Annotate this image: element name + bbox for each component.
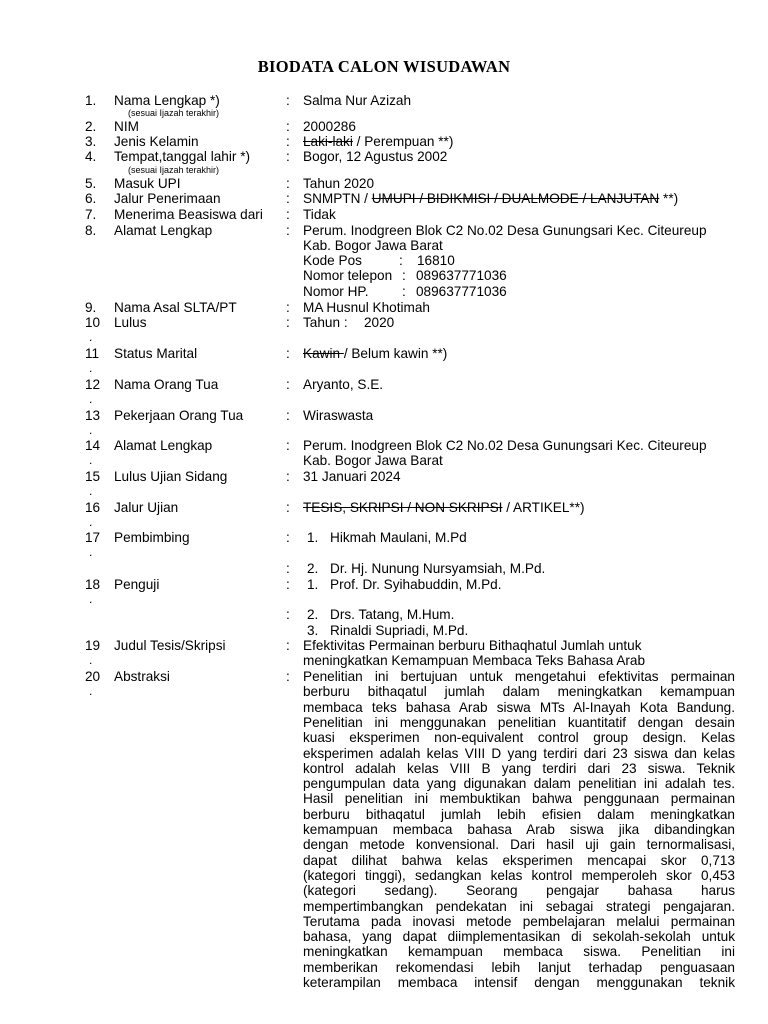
examiner-name: Prof. Dr. Syihabuddin, M.Pd. [330, 577, 502, 592]
row-value: 31 Januari 2024 [303, 469, 401, 484]
advisor-number: 2. [307, 561, 319, 576]
row-number-dot: . [89, 423, 93, 437]
row-number-dot: . [89, 484, 93, 498]
row-value: 2000286 [303, 119, 356, 134]
abstract-line: kuasi eksperimen non-equivalent control group design. Kelas [303, 730, 735, 746]
row-label: Alamat Lengkap [114, 438, 213, 453]
row-colon: : [286, 438, 290, 453]
row-label: Pembimbing [114, 530, 190, 545]
examiner-number: 2. [307, 607, 319, 622]
row-value [303, 191, 678, 206]
row-number-dot: . [89, 330, 93, 344]
row-number: 4. [85, 149, 97, 164]
row-number-dot: . [89, 653, 93, 667]
abstract-line: berburu bithaqatul jumlah lebih efisien dalam meningkatkan [303, 806, 735, 822]
struck-option: UMUPI / BIDIKMISI / DUALMODE / LANJUTAN [371, 191, 660, 206]
row-label: Jenis Kelamin [114, 134, 199, 149]
row-number-dot: . [89, 545, 93, 559]
row-number: 20 [85, 669, 101, 684]
examiner-number: 1. [307, 577, 319, 592]
row-number: 17 [85, 530, 101, 545]
row-colon: : [286, 315, 290, 330]
phone-value: 089637771036 [416, 268, 507, 283]
selected-option: / Belum kawin **) [343, 346, 448, 361]
row-colon: : [286, 207, 290, 222]
address-line: Kab. Bogor Jawa Barat [303, 238, 443, 253]
abstract-line: membaca teks bahasa Arab siswa MTs Al-Inayah Kota Bandung. [303, 699, 735, 715]
thesis-title-line: meningkatkan Kemampuan Membaca Teks Bahasa Arab [303, 653, 646, 668]
row-number: 10 [85, 315, 101, 330]
row-colon: : [286, 530, 290, 545]
row-number-dot: . [89, 592, 93, 606]
row-number: 15 [85, 469, 101, 484]
selected-option: / ARTIKEL**) [502, 500, 585, 515]
row-number: 1. [85, 93, 97, 108]
row-number: 19 [85, 638, 101, 653]
examiner-number: 3. [307, 623, 319, 638]
row-value [303, 500, 585, 515]
row-colon: : [286, 638, 290, 653]
row-colon: : [286, 191, 290, 206]
row-label: Lulus Ujian Sidang [114, 469, 228, 484]
row-value: Aryanto, S.E. [303, 377, 384, 392]
row-colon: : [286, 607, 290, 622]
row-number-dot: . [89, 361, 93, 375]
row-colon: : [286, 377, 290, 392]
row-value: 2020 [364, 315, 395, 330]
page-title: BIODATA CALON WISUDAWAN [257, 57, 511, 76]
advisor-number: 1. [307, 530, 319, 545]
row-label: NIM [114, 119, 139, 134]
row-label: Jalur Ujian [114, 500, 179, 515]
abstract-line: Terutama pada inovasi metode pembelajaran melalui permainan [303, 913, 735, 929]
advisor-name: Hikmah Maulani, M.Pd [330, 530, 467, 545]
abstract-line: Penelitian ini bertujuan untuk mengetahui efektivitas permainan [303, 669, 735, 684]
row-colon: : [286, 346, 290, 361]
selected-option: SNMPTN / [303, 191, 372, 206]
row-value: MA Husnul Khotimah [303, 300, 430, 315]
row-label: Menerima Beasiswa dari [114, 207, 263, 222]
address-line: Perum. Inodgreen Blok C2 No.02 Desa Gunungsari Kec. Citeureup [303, 223, 707, 238]
sub-colon: : [399, 253, 403, 268]
row-colon: : [286, 500, 290, 515]
row-number: 13 [85, 408, 101, 423]
row-number: 5. [85, 176, 97, 191]
examiner-name: Drs. Tatang, M.Hum. [330, 607, 455, 622]
postal-code-value: 16810 [417, 253, 455, 268]
abstract-line: dengan metode konvensional. Dari hasil uji gain ternormalisasi, [303, 837, 735, 853]
row-number: 7. [85, 207, 97, 222]
row-colon: : [286, 134, 290, 149]
row-colon: : [286, 93, 290, 108]
row-note: (sesuai Ijazah terakhir) [128, 165, 220, 175]
row-number: 12 [85, 377, 101, 392]
abstract-line: dapat dilihat bahwa kelas eksperimen mencapai skor 0,713 [303, 852, 735, 868]
row-value: Bogor, 12 Agustus 2002 [303, 149, 448, 164]
row-colon: : [286, 561, 290, 576]
abstract-line: mempertimbangkan pendekatan ini sebagai strategi pengajaran. [303, 898, 735, 914]
abstract-line: pengumpulan data yang digunakan dalam penelitian ini adalah tes. [303, 776, 735, 792]
row-label: Jalur Penerimaan [114, 191, 221, 206]
row-label: Nama Lengkap *) [114, 93, 220, 108]
advisor-name: Dr. Hj. Nunung Nursyamsiah, M.Pd. [330, 561, 546, 576]
row-number: 11 [85, 346, 100, 361]
struck-option: Laki-laki [303, 134, 353, 149]
row-label: Alamat Lengkap [114, 223, 213, 238]
row-label: Abstraksi [114, 669, 170, 684]
row-label: Penguji [114, 577, 160, 592]
abstract-line: kemampuan membaca bahasa Arab siswa jika dibandingkan [303, 822, 735, 837]
row-number: 8. [85, 223, 97, 238]
row-label: Pekerjaan Orang Tua [114, 408, 244, 423]
row-colon: : [286, 176, 290, 191]
abstract-line: Penelitian ini menggunakan penelitian kuantitatif dengan desain [303, 714, 735, 730]
address-line: Kab. Bogor Jawa Barat [303, 453, 443, 468]
phone-label: Nomor telepon [303, 268, 393, 283]
row-number: 16 [85, 500, 101, 515]
abstract-line: (kategori tinggi), sedangkan kelas kontrol memperoleh skor 0,453 [303, 867, 735, 883]
abstract-line: memberikan rekomendasi lebih lanjut terhadap penguasaan [303, 959, 735, 975]
row-value [303, 346, 447, 361]
row-number: 18 [85, 577, 101, 592]
abstract-line: kontrol adalah kelas VIII B yang terdiri dari 23 siswa. Teknik [303, 760, 735, 776]
row-number: 14 [85, 438, 101, 453]
row-colon: : [286, 119, 290, 134]
row-label: Masuk UPI [114, 176, 181, 191]
row-number-dot: . [89, 515, 93, 529]
abstract-line: bahasa, yang dapat diimplementasikan di sekolah-sekolah untuk [303, 929, 735, 945]
row-number-dot: . [89, 684, 93, 698]
abstract-line: meningkatkan kemampuan membaca siswa. Penelitian ini [303, 944, 735, 960]
mobile-value: 089637771036 [416, 284, 507, 299]
sub-colon: : [402, 268, 406, 283]
row-colon: : [286, 669, 290, 684]
mobile-label: Nomor HP. [303, 284, 369, 299]
row-colon: : [286, 223, 290, 238]
abstract-line: Hasil penelitian ini membuktikan bahwa penggunaan permainan [303, 791, 735, 807]
row-colon: : [286, 408, 290, 423]
row-number: 2. [85, 119, 97, 134]
row-note: (sesuai Ijazah terakhir) [128, 108, 220, 118]
row-colon: : [286, 469, 290, 484]
row-colon: : [286, 300, 290, 315]
abstract-line: eksperimen adalah kelas VIII D yang terdiri dari 23 siswa dan kelas [303, 745, 735, 761]
option-suffix: **) [659, 191, 679, 206]
row-number: 9. [85, 300, 97, 315]
row-value [303, 134, 453, 149]
abstract-line: keterampilan membaca intensif dengan menggunakan teknik [303, 975, 735, 990]
row-number: 6. [85, 191, 97, 206]
struck-option: TESIS, SKRIPSI / NON SKRIPSI [303, 500, 503, 515]
row-value: Tidak [303, 207, 336, 222]
row-colon: : [286, 577, 290, 592]
row-label: Tempat,tanggal lahir *) [114, 149, 251, 164]
row-value: Tahun 2020 [303, 176, 375, 191]
sub-colon: : [402, 284, 406, 299]
address-line: Perum. Inodgreen Blok C2 No.02 Desa Gunungsari Kec. Citeureup [303, 438, 707, 453]
selected-option: / Perempuan **) [352, 134, 454, 149]
row-label: Lulus [114, 315, 147, 330]
postal-code-label: Kode Pos [303, 253, 362, 268]
row-number: 3. [85, 134, 97, 149]
row-value: Wiraswasta [303, 408, 374, 423]
abstract-line: berburu bithaqatul jumlah dalam meningkatkan kemampuan [303, 684, 735, 700]
row-label: Judul Tesis/Skripsi [114, 638, 226, 653]
row-colon: : [286, 149, 290, 164]
row-label: Nama Asal SLTA/PT [114, 300, 237, 315]
thesis-title-line: Efektivitas Permainan berburu Bithaqhatul Jumlah untuk [303, 638, 642, 653]
abstract-line: (kategori sedang). Seorang pengajar bahasa harus [303, 883, 735, 899]
row-number-dot: . [89, 453, 93, 467]
row-number-dot: . [89, 392, 93, 406]
row-label: Status Marital [114, 346, 198, 361]
struck-option: Kawin [303, 346, 344, 361]
year-label: Tahun : [303, 315, 348, 330]
examiner-name: Rinaldi Supriadi, M.Pd. [330, 623, 469, 638]
row-value: Salma Nur Azizah [303, 93, 412, 108]
row-label: Nama Orang Tua [114, 377, 219, 392]
